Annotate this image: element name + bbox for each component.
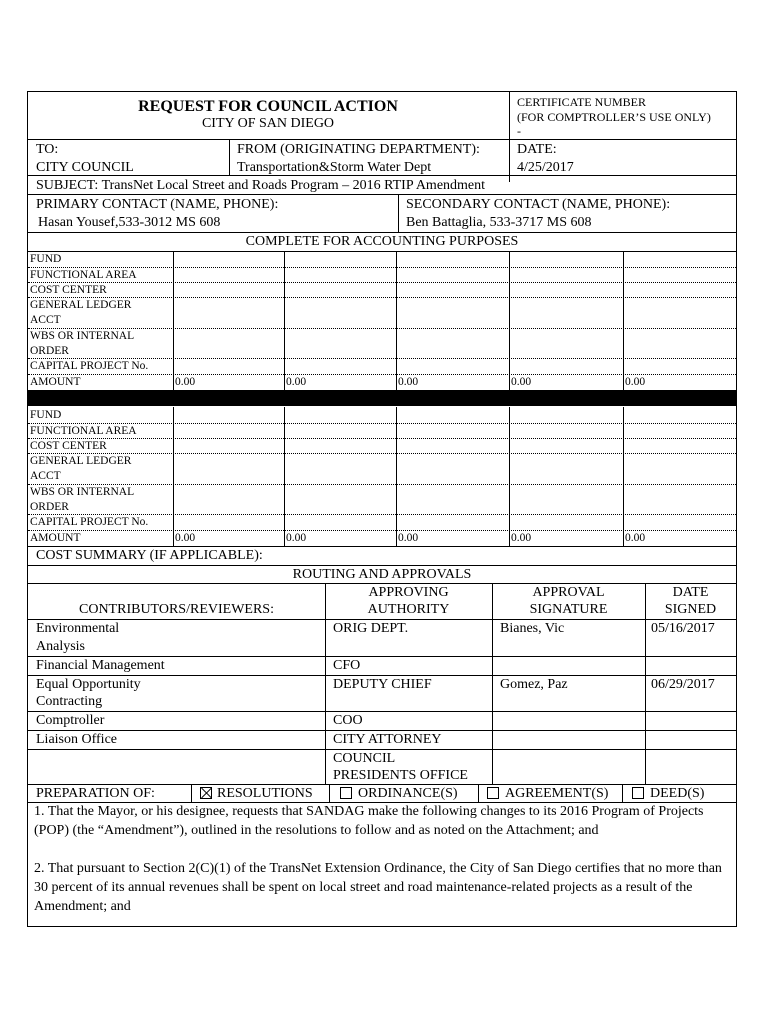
from-value: Transportation&Storm Water Dept [237, 160, 432, 175]
amount-cell[interactable]: 0.00 [625, 376, 646, 388]
authority-deputy-chief: DEPUTY CHIEF [333, 677, 432, 692]
certificate-value: - [517, 124, 521, 138]
accounting-row-label: CAPITAL PROJECT No. [30, 516, 149, 528]
col-date-2: SIGNED [664, 602, 717, 617]
divider [28, 619, 736, 620]
divider [173, 407, 174, 546]
reviewer-eoc: Equal Opportunity [36, 677, 141, 692]
col-signature-2: SIGNATURE [529, 602, 608, 617]
divider [28, 282, 736, 283]
cost-summary: COST SUMMARY (IF APPLICABLE): [36, 548, 263, 563]
divider [28, 175, 736, 176]
divider [28, 784, 736, 785]
deeds-label: DEED(S) [650, 786, 705, 801]
certificate-note: (FOR COMPTROLLER’S USE ONLY) [517, 110, 711, 124]
divider [28, 711, 736, 712]
amount-cell[interactable]: 0.00 [625, 532, 646, 544]
divider [28, 514, 736, 515]
accounting-row-label: AMOUNT [30, 376, 81, 388]
amount-cell[interactable]: 0.00 [175, 532, 196, 544]
accounting-row-label: COST CENTER [30, 440, 107, 452]
authority-presidents-office: PRESIDENTS OFFICE [333, 768, 468, 783]
accounting-row-label: ACCT [30, 470, 61, 482]
accounting-title: COMPLETE FOR ACCOUNTING PURPOSES [245, 234, 519, 249]
divider [28, 438, 736, 439]
divider [28, 297, 736, 298]
authority-cfo: CFO [333, 658, 361, 673]
divider [622, 784, 623, 802]
divider [623, 407, 624, 546]
accounting-row-label: FUNCTIONAL AREA [30, 269, 137, 281]
accounting-row-label: FUNCTIONAL AREA [30, 425, 137, 437]
subject: SUBJECT: TransNet Local Street and Roads Program – 2016 RTIP Amendment [36, 178, 486, 193]
accounting-row-label: WBS OR INTERNAL [30, 486, 135, 498]
authority-orig-dept: ORIG DEPT. [333, 621, 409, 636]
date-deputy-chief: 06/29/2017 [651, 677, 715, 692]
date-orig-dept: 05/16/2017 [651, 621, 715, 636]
city-name: CITY OF SAN DIEGO [201, 116, 335, 131]
divider [28, 423, 736, 424]
amount-cell[interactable]: 0.00 [175, 376, 196, 388]
from-label: FROM (ORIGINATING DEPARTMENT): [237, 142, 480, 157]
divider [28, 139, 736, 140]
rfca-form [27, 91, 737, 927]
divider [396, 407, 397, 546]
divider [28, 656, 736, 657]
accounting-row-label: ORDER [30, 345, 69, 357]
reviewer-analysis: Analysis [36, 639, 85, 654]
authority-city-attorney: CITY ATTORNEY [333, 732, 442, 747]
divider [28, 358, 736, 359]
col-authority-2: AUTHORITY [367, 602, 450, 617]
amount-cell[interactable]: 0.00 [511, 376, 532, 388]
primary-contact-value: Hasan Yousef,533-3012 MS 608 [38, 215, 221, 230]
divider [329, 784, 330, 802]
divider [398, 194, 399, 232]
divider [28, 232, 736, 233]
divider [284, 407, 285, 546]
amount-cell[interactable]: 0.00 [286, 532, 307, 544]
accounting-row-label: COST CENTER [30, 284, 107, 296]
accounting-row-label: CAPITAL PROJECT No. [30, 360, 149, 372]
amount-cell[interactable]: 0.00 [398, 532, 419, 544]
primary-contact-label: PRIMARY CONTACT (NAME, PHONE): [36, 197, 279, 212]
to-label: TO: [36, 142, 59, 157]
divider [509, 251, 510, 390]
col-contributors: CONTRIBUTORS/REVIEWERS: [79, 602, 274, 617]
divider [28, 251, 736, 252]
divider [28, 194, 736, 195]
amount-cell[interactable]: 0.00 [398, 376, 419, 388]
authority-council: COUNCIL [333, 751, 396, 766]
reviewer-environmental: Environmental [36, 621, 120, 636]
divider [191, 784, 192, 802]
divider [28, 565, 736, 566]
col-authority-1: APPROVING [368, 585, 449, 600]
signature-orig-dept: Bianes, Vic [500, 621, 565, 636]
secondary-contact-value: Ben Battaglia, 533-3717 MS 608 [406, 215, 592, 230]
paragraph-1: 1. That the Mayor, or his designee, requests that SANDAG make the following changes to its 2016 Program of Projects (POP) (the “Amendment”), outlined in the resolutions to follow and as noted on the Attachment; and [34, 804, 704, 838]
resolutions-checkbox[interactable] [200, 787, 212, 799]
divider [28, 730, 736, 731]
divider [478, 784, 479, 802]
amount-cell[interactable]: 0.00 [286, 376, 307, 388]
to-value: CITY COUNCIL [36, 160, 134, 175]
separator-bar [28, 390, 736, 406]
accounting-row-label: GENERAL LEDGER [30, 455, 132, 467]
divider [28, 583, 736, 584]
amount-cell[interactable]: 0.00 [511, 532, 532, 544]
accounting-row-label: FUND [30, 409, 62, 421]
ordinances-checkbox[interactable] [340, 787, 352, 799]
authority-coo: COO [333, 713, 363, 728]
col-date-1: DATE [672, 585, 709, 600]
divider [623, 251, 624, 390]
divider [284, 251, 285, 390]
divider [173, 251, 174, 390]
routing-title: ROUTING AND APPROVALS [292, 567, 472, 582]
divider [28, 328, 736, 329]
agreements-label: AGREEMENT(S) [505, 786, 609, 801]
reviewer-liaison: Liaison Office [36, 732, 117, 747]
divider [28, 484, 736, 485]
accounting-row-label: FUND [30, 253, 62, 265]
accounting-row-label: GENERAL LEDGER [30, 299, 132, 311]
divider [28, 546, 736, 547]
accounting-row-label: ACCT [30, 314, 61, 326]
divider [509, 92, 510, 182]
divider [28, 675, 736, 676]
divider [509, 407, 510, 546]
deeds-checkbox[interactable] [632, 787, 644, 799]
secondary-contact-label: SECONDARY CONTACT (NAME, PHONE): [406, 197, 671, 212]
divider [28, 453, 736, 454]
resolutions-label: RESOLUTIONS [217, 786, 313, 801]
signature-deputy-chief: Gomez, Paz [500, 677, 568, 692]
divider [229, 139, 230, 175]
certificate-label: CERTIFICATE NUMBER [517, 95, 646, 109]
date-value: 4/25/2017 [517, 160, 574, 175]
reviewer-financial: Financial Management [36, 658, 165, 673]
preparation-label: PREPARATION OF: [36, 786, 155, 801]
paragraph-2: 2. That pursuant to Section 2(C)(1) of the TransNet Extension Ordinance, the City of San Diego certifies that no more than 30 percent of its annual revenues shall be spent on local street and road maintenance-related projects as a result of the Amendment; and [34, 861, 722, 914]
col-signature-1: APPROVAL [532, 585, 605, 600]
accounting-row-label: WBS OR INTERNAL [30, 330, 135, 342]
divider [28, 267, 736, 268]
divider [396, 251, 397, 390]
agreements-checkbox[interactable] [487, 787, 499, 799]
reviewer-contracting: Contracting [36, 694, 103, 709]
accounting-row-label: ORDER [30, 501, 69, 513]
date-label: DATE: [517, 142, 557, 157]
divider [28, 749, 736, 750]
accounting-row-label: AMOUNT [30, 532, 81, 544]
ordinances-label: ORDINANCE(S) [358, 786, 458, 801]
reviewer-comptroller: Comptroller [36, 713, 105, 728]
form-title: REQUEST FOR COUNCIL ACTION [138, 98, 398, 115]
